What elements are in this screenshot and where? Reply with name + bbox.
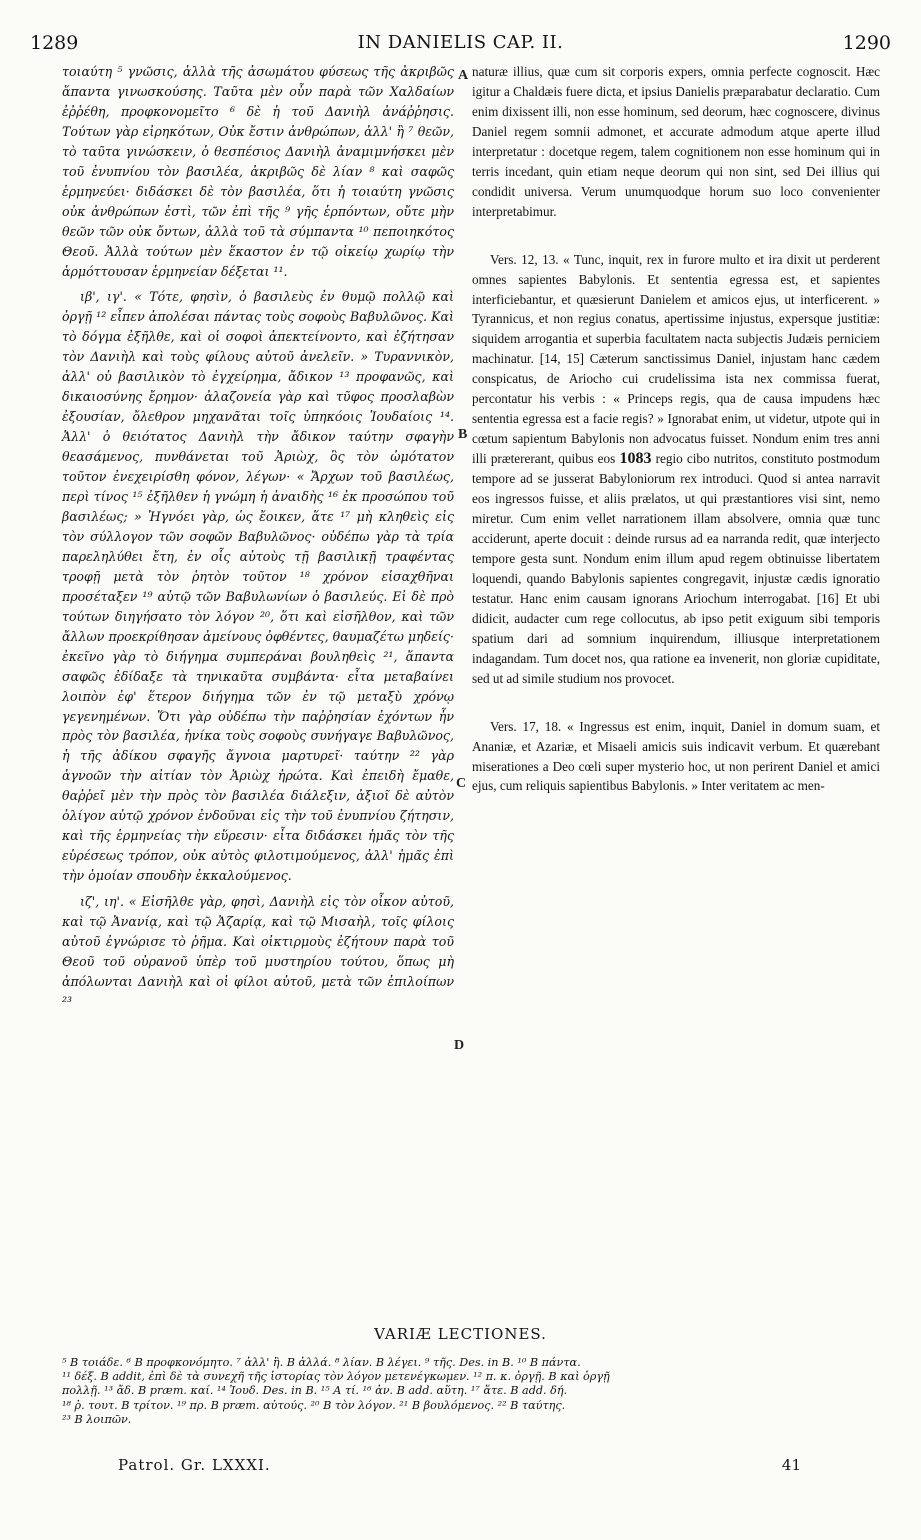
- column-number: 1083: [619, 450, 652, 468]
- margin-letter-a: A: [458, 68, 469, 83]
- page-number-left: 1289: [30, 32, 79, 54]
- greek-column: [62, 62, 454, 1012]
- latin-paragraph: Vers. 17, 18. « Ingressus est enim, inquit, Daniel in domum suam, et Ananiæ, et Azariæ, et Misaeli amicis suis indicavit verbum. Et quærebant miserationes a Deo cœli super mysterio hoc, ut non perirent Daniel et amici ejus, cum reliquis sapientibus Babylonis. » Inter veritatem ac men-: [472, 718, 880, 794]
- margin-letter-b: B: [458, 427, 468, 442]
- greek-paragraph: ιζ', ιη'. « Εἰσῆλθε γὰρ, φησὶ, Δανιὴλ εἰς τὸν οἶκον αὐτοῦ, καὶ τῷ Ἀνανίᾳ, καὶ τῷ Ἀζαρίᾳ, καὶ τῷ Μισαὴλ, τοῖς φίλοις αὐτοῦ ἐγνώρισε τὸ ῥῆμα. Καὶ οἰκτιρμοὺς ἐζήτουν παρὰ τοῦ Θεοῦ τοῦ οὐρανοῦ ὑπὲρ τοῦ μυστηρίου τούτου, ὅπως μὴ ἀπόλωνται Δανιὴλ καὶ οἱ φίλοι αὐτοῦ, μετὰ τῶν ἐπιλοίπων ²³: [62, 894, 454, 1009]
- margin-letter-d: D: [454, 1038, 465, 1053]
- greek-paragraph: τοιαύτη ⁵ γνῶσις, ἀλλὰ τῆς ἀσωμάτου φύσεως τῆς ἀκριβῶς ἅπαντα γινωσκούσης. Ταῦτα μὲν οὖν παρὰ τῶν Χαλδαίων ἐῤῥέθη, προφκονομεῖτο ⁶ δὲ ἡ τοῦ Δανιὴλ ἀνάῤῥησις. Τούτων γὰρ εἰρηκότων, Οὐκ ἔστιν ἀνθρώπων, ἀλλ' ἢ ⁷ θεῶν, τὸ ταῦτα γινώσκειν, ὁ θεσπέσιος Δανιὴλ ἀναμιμνήσκει μὲν τοῦ ἐνυπνίου τὸν βασιλέα, ἀκριβῶς δὲ λίαν ⁸ καὶ σαφῶς ἑρμηνεύει· διδάσκει δὲ τὸν βασιλέα, ὅτι ἡ τοιαύτη γνῶσις οὐκ ἀνθρώπων ἐστὶ, τῶν ἐπὶ τῆς ⁹ γῆς ἑρπόντων, οὔτε μὴν θεῶν τῶν οὐκ ὄντων, ἀλλὰ τοῦ τὰ σύμπαντα ¹⁰ πεποιηκότος Θεοῦ. Ἀλλὰ τούτων μὲν ἕκαστον ἐν τῷ οἰκείῳ χωρίῳ τὴν ἁρμόττουσαν ἑρμηνείαν δέξεται ¹¹.: [62, 64, 454, 279]
- running-title: IN DANIELIS CAP. II.: [357, 32, 564, 53]
- greek-paragraph: ιβ', ιγ'. « Τότε, φησὶν, ὁ βασιλεὺς ἐν θυμῷ πολλῷ καὶ ὀργῇ ¹² εἶπεν ἀπολέσαι πάντας τοὺς σοφοὺς Βαβυλῶνος. Καὶ τὸ δόγμα ἐξῆλθε, καὶ οἱ σοφοὶ ἀπεκτείνοντο, καὶ ἐζήτησαν τὸν Δανιὴλ καὶ τοὺς φίλους αὐτοῦ ἀνελεῖν. » Τυραννικὸν, ἀλλ' οὐ βασιλικὸν τὸ ἐγχείρημα, ἄδικον ¹³ προφανῶς, καὶ δικαιοσύνης ἔρημον· ἀλαζονεία γὰρ καὶ τῦφος προσλαβὼν ἐξουσίαν, ὄλεθρον μηχανᾶται τοῖς ὑπηκόοις Ἰουδαίοις ¹⁴. Ἀλλ' ὁ θειότατος Δανιὴλ τὴν ἄδικον ταύτην σφαγὴν θεασάμενος, πυνθάνεται τοῦ Ἀριὼχ, ὃς τὸν ὠμότατον τοῦτον ἐνεχειρίσθη φόνον, λέγων· « Ἄρχων τοῦ βασιλέως, περὶ τίνος ¹⁵ ἐξῆλθεν ἡ γνώμη ἡ ἀναιδὴς ¹⁶ ἐκ προσώπου τοῦ βασιλέως; » Ἠγνόει γὰρ, ὡς ἔοικεν, ἅτε ¹⁷ μὴ κληθεὶς εἰς τὸν σύλλογον τῶν σοφῶν Βαβυλῶνος· οὐδέπω γὰρ τὰ τρία παρεληλύθει ἔτη, ἐν οἷς αὐτοὺς τῇ βασιλικῇ τραφέντας τροφῇ μετὰ τὸν ῥητὸν τοῦτον ¹⁸ χρόνον εἰσαχθῆναι προσέταξεν ¹⁹ αὐτῷ τῶν Βαβυλωνίων ὁ βασιλεύς. Εἰ δὲ πρὸ τούτων διηγήσατο τὸν λόγον ²⁰, ὅτι καὶ εἰσῆλθον, καὶ τῶν ἄλλων προεκρίθησαν ἀμείνους ὀφθέντες, θαυμαζέτω μηδείς· ἐκεῖνο γὰρ τὸ διήγημα συμπεράναι βουληθεὶς ²¹, ἅπαντα σαφῶς ἐδίδαξε τὰ τηνικαῦτα συμβάντα· εἶτα μεταβαίνει λοιπὸν ἐφ' ἕτερον διήγημα τῶν ἐν τῷ μεταξὺ χρόνῳ γεγενημένων. Ὅτι γὰρ οὐδέπω τὴν παῤῥησίαν ἐχόντων ἦν πρὸς τὸν βασιλέα, ἡνίκα τοὺς σοφοὺς συνήγαγε Βαβυλῶνος, ἡ τῆς ἀδίκου σφαγῆς ἄγνοια μαρτυρεῖ· ταύτην ²² γὰρ ἀγνοῶν τὴν αἰτίαν τὸν Ἀριὼχ ἠρώτα. Καὶ ἐπειδὴ ἔμαθε, θαῤῥεῖ μὲν τὴν πρὸς τὸν βασιλέα διάλεξιν, ἀξιοῖ δὲ αὐτὸν ὀλίγον αὐτῷ χρόνον ἐνδοῦναι εἰς τὴν τοῦ ἐνυπνίου ζήτησιν, καὶ τῆς ἑρμηνείας τὴν εὕρεσιν· εἶτα διδάσκει ἡμᾶς τὸν τῆς εὑρέσεως τρόπον, οὐκ αὐτὸς φιλοτιμούμενος, ἀλλ' ἡμᾶς ἐπὶ τὴν ὁμοίαν σπουδὴν ἐκκαλούμενος.: [62, 289, 454, 884]
- latin-paragraph: naturæ illius, quæ cum sit corporis expers, omnia perfecte cognoscit. Hæc igitur a Chaldæis fuere dicta, et ipsius Danielis præparabatur declaratio. Cum enim dixissent illi, non esse hominum, sed deorum, hæc cognoscere, divinus Daniel regem somnii admonet, et accurate admodum atque aperte illud interpretatur : docetque regem, talem cognitionem non esse hominum qui in terris incedant, quin etiam neque deorum qui non sint, sed Dei illius qui condidit universa. Verum unumquodque horum suo loco convenienter interpretabimur.: [472, 64, 880, 219]
- note-line: ⁵ B τοιάδε. ⁶ B προφκονόμητο. ⁷ ἀλλ' ἢ. B ἀλλά. ⁸ λίαν. B λέγει. ⁹ τῆς. Des. in B. ¹⁰ B πάντα.: [62, 1356, 581, 1369]
- note-line: πολλῇ. ¹³ ἄδ. B præm. καί. ¹⁴ Ἰουδ. Des. in B. ¹⁵ A τί. ¹⁶ ἀν. B add. αὕτη. ¹⁷ ἅτε. B add. δή.: [62, 1384, 568, 1398]
- footer-gathering-number: 41: [781, 1456, 801, 1474]
- latin-paragraph: [472, 250, 880, 689]
- note-line: ²³ B λοιπῶν.: [62, 1412, 132, 1426]
- margin-letter-c: C: [456, 776, 467, 791]
- footer-signature: Patrol. Gr. LXXXI.: [118, 1456, 271, 1474]
- page-header: [30, 14, 891, 54]
- latin-text: Vers. 12, 13. « Tunc, inquit, rex in furore multo et ira dixit ut perderent omnes sapientes Babylonis. Et sententia egressa est, et sapientes interficiebantur, et quæsierunt Danielem et amicos ejus, ut interficerent. » Tyrannicus, et non regius conatus, apertissime injustus, expersque justitiæ: siquidem arrogantia et superbia facultatem nacta subjectis Judæis perniciem machinatur. [14, 15] Cæterum sanctissimus Daniel, injustam hanc cædem conspicatus, de Ariocho cui crudelissima ista nex commissa fuerat, percontatur his verbis : « Princeps regis, qua de causa impudens hæc sententia egressa est a facie regis? » Ignorabat enim, ut videtur, utpote qui in cœtum sapientum Babylonis non advocatus fuisset. Nondum enim tres anni illi prætererant, quibus eos: [472, 251, 880, 467]
- note-line: ¹⁸ ῥ. τουτ. B τρίτον. ¹⁹ πρ. B præm. αὐτούς. ²⁰ B τὸν λόγον. ²¹ B βουλόμενος. ²² B ταύτης.: [62, 1398, 566, 1412]
- variae-lectiones-notes: [62, 1356, 879, 1427]
- variae-lectiones-title: VARIÆ LECTIONES.: [374, 1325, 547, 1343]
- latin-column: [472, 62, 880, 796]
- page-number-right: 1290: [842, 32, 891, 54]
- note-line: ¹¹ δέξ. B addit, ἐπὶ δὲ τὰ συνεχῆ τῆς ἱστορίας τὸν λόγον μετενέγκωμεν. ¹² π. κ. ὀργῇ. B καὶ ὀργῇ: [62, 1370, 610, 1384]
- latin-text: regio cibo nutritos, constituto postmodum tempore ad se jusserat Babyloniorum rex introduci. Quod si antea narravit eos ingressos fuisse, et aliis prælatos, ut qui præstantiores visi sint, nemo miretur. Cum enim vellet narrationem illam absolvere, omnia quæ tunc acciderunt, aperte docuit : deinde rursus ad ea narranda redit, quæ interjecto tempore gesta sunt. Nondum enim illum apud regem obtinuisse libertatem loquendi, quando Babylonis sapientes congregavit, injustæ cædis ignoratio testatur. Hanc enim causam ignorans Ariochum interrogabat. [16] Et ubi didicit, audacter cum rege collocutus, ab ipso petit exiguum sibi temporis spatium dari ad somnium inquirendum, illiusque interpretationem indagandam. Tum docet nos, qua ratione ea invenerit, non gloriæ cupiditate, sed ut ad simile studium nos provocet.: [472, 451, 880, 686]
